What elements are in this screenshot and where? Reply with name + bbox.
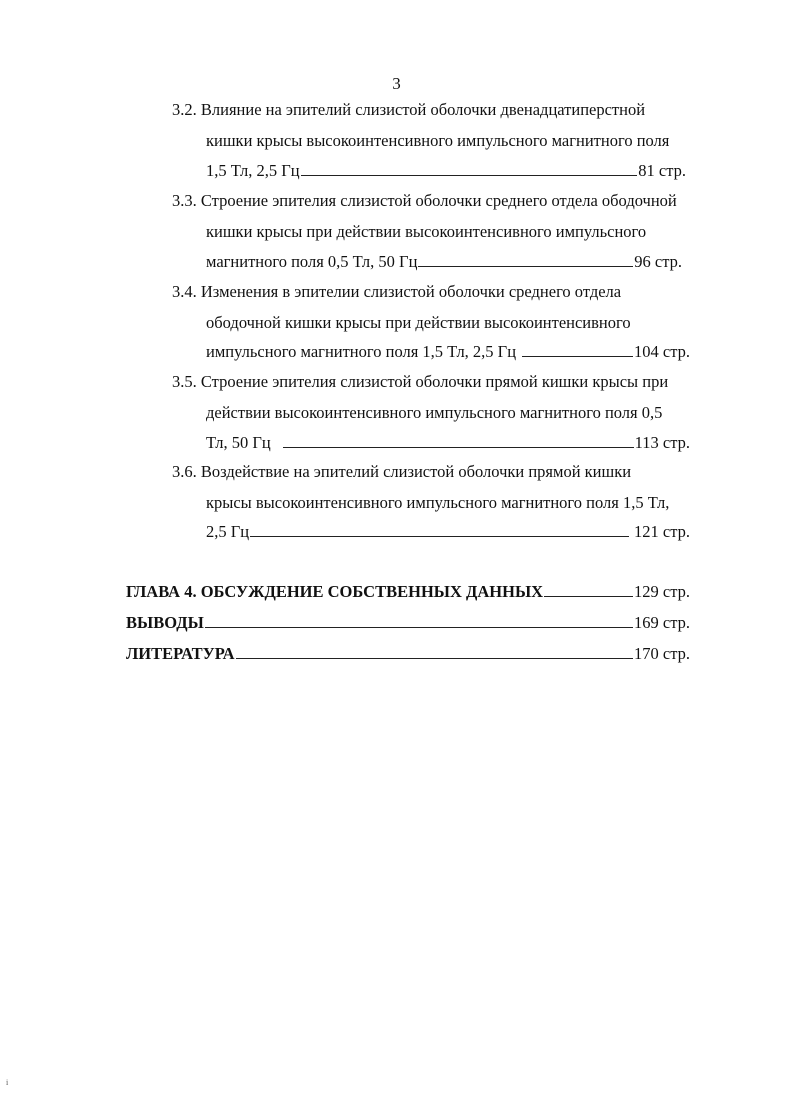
toc-entry-3-5-page: 113 стр.: [634, 433, 690, 452]
page-number: 3: [392, 74, 401, 93]
toc-entry-3-6-leader-line: [206, 520, 690, 544]
toc-conclusions-title: ВЫВОДЫ: [126, 613, 204, 632]
toc-entry-3-6-page: 121 стр.: [634, 522, 690, 541]
dot-leader: [418, 266, 633, 267]
toc-chapter-4: [126, 580, 690, 604]
toc-entry-3-2-line-2: кишки крысы высокоинтенсивного импульсного магнитного поля: [206, 131, 670, 150]
dot-leader: [301, 175, 638, 176]
toc-entry-3-2-line-1: 3.2. Влияние на эпителий слизистой оболочки двенадцатиперстной: [172, 100, 646, 119]
toc-entry-3-4-page: 104 стр.: [634, 342, 690, 361]
toc-entry-3-5-leader-line: [206, 431, 690, 455]
toc-entry-3-3-line-1: 3.3. Строение эпителия слизистой оболочки среднего отдела ободочной: [172, 191, 677, 210]
toc-entry-3-4-line-1: 3.4. Изменения в эпителии слизистой оболочки среднего отдела: [172, 282, 622, 301]
toc-conclusions-page: 169 стр.: [634, 613, 690, 632]
toc-entry-3-3-leader-line: [206, 250, 682, 274]
toc-entry-3-4-last-line: импульсного магнитного поля 1,5 Тл, 2,5 Гц: [206, 342, 517, 361]
dot-leader: [205, 627, 633, 628]
toc-entry-3-5-line-1: 3.5. Строение эпителия слизистой оболочки прямой кишки крысы при: [172, 372, 669, 391]
toc-entry-3-2-last-line: 1,5 Тл, 2,5 Гц: [206, 161, 300, 180]
toc-entry-3-6-line-2: крысы высокоинтенсивного импульсного магнитного поля 1,5 Тл,: [206, 493, 670, 512]
toc-entry-3-4-leader-line: [206, 340, 690, 364]
dot-leader: [236, 658, 633, 659]
dot-leader: [250, 536, 629, 537]
dot-leader: [544, 596, 633, 597]
toc-literature-title: ЛИТЕРАТУРА: [126, 644, 235, 663]
toc-entry-3-3-line-2: кишки крысы при действии высокоинтенсивного импульсного: [206, 222, 647, 241]
toc-entry-3-5-last-line: Тл, 50 Гц: [206, 433, 271, 452]
toc-literature-page: 170 стр.: [634, 644, 690, 663]
toc-entry-3-2-page: 81 стр.: [638, 161, 686, 180]
toc-entry-3-6-last-line: 2,5 Гц: [206, 522, 250, 541]
scan-corner-mark: i: [6, 1078, 9, 1087]
toc-entry-3-5-line-2: действии высокоинтенсивного импульсного магнитного поля 0,5: [206, 403, 663, 422]
toc-chapter-4-page: 129 стр.: [634, 582, 690, 601]
toc-entry-3-4-line-2: ободочной кишки крысы при действии высокоинтенсивного: [206, 313, 631, 332]
toc-conclusions: [126, 611, 690, 635]
toc-chapter-4-title: ГЛАВА 4. ОБСУЖДЕНИЕ СОБСТВЕННЫХ ДАННЫХ: [126, 582, 544, 601]
dot-leader: [283, 447, 634, 448]
dot-leader: [522, 356, 633, 357]
toc-entry-3-3-last-line: магнитного поля 0,5 Тл, 50 Гц: [206, 252, 418, 271]
toc-literature: [126, 642, 690, 666]
toc-entry-3-6-line-1: 3.6. Воздействие на эпителий слизистой оболочки прямой кишки: [172, 462, 632, 481]
toc-entry-3-3-page: 96 стр.: [634, 252, 682, 271]
toc-entry-3-2-leader-line: [206, 159, 686, 183]
